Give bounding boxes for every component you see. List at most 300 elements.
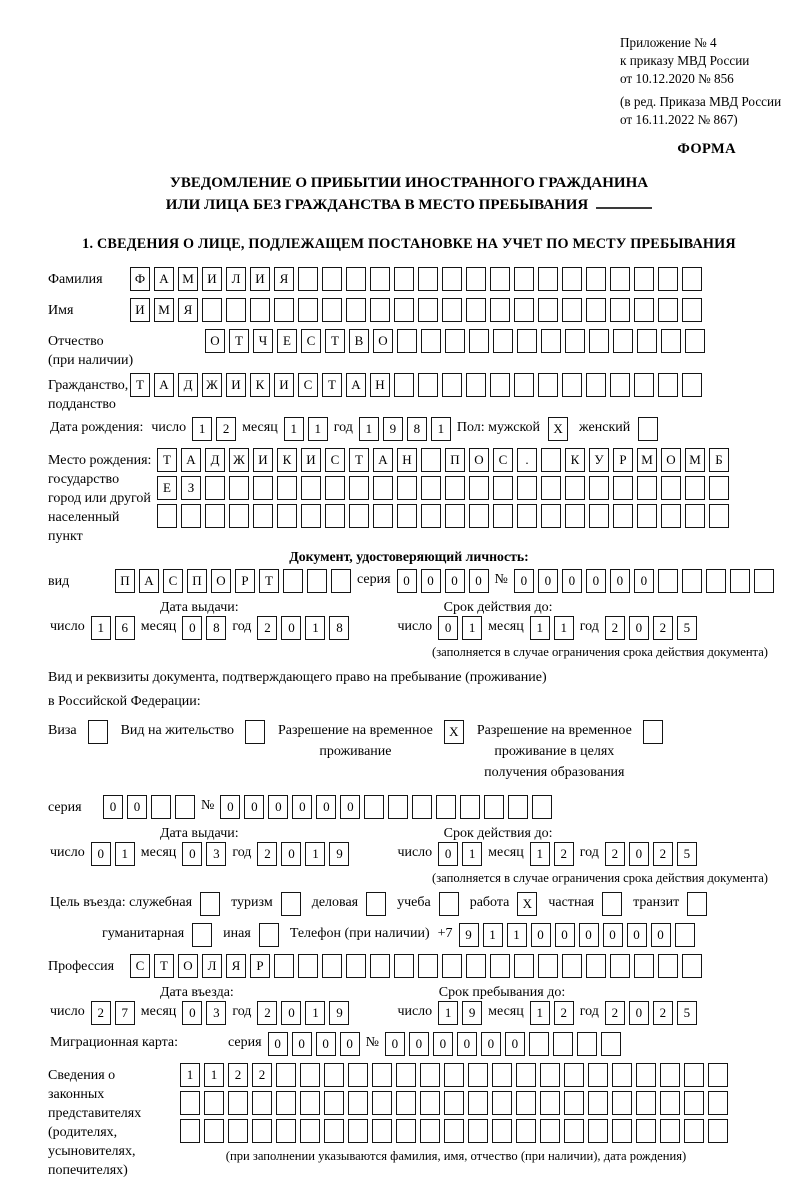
empty-cell[interactable] bbox=[325, 476, 345, 500]
empty-cell[interactable] bbox=[658, 267, 678, 291]
empty-cell[interactable] bbox=[586, 298, 606, 322]
empty-cell[interactable] bbox=[468, 1091, 488, 1115]
empty-cell[interactable] bbox=[370, 267, 390, 291]
filled-cell[interactable]: 0 bbox=[244, 795, 264, 819]
empty-cell[interactable] bbox=[372, 1091, 392, 1115]
filled-cell[interactable]: 0 bbox=[421, 569, 441, 593]
filled-cell[interactable]: 0 bbox=[281, 842, 301, 866]
filled-cell[interactable]: 1 bbox=[305, 842, 325, 866]
empty-cell[interactable] bbox=[684, 1063, 704, 1087]
empty-cell[interactable] bbox=[301, 476, 321, 500]
empty-cell[interactable] bbox=[540, 1063, 560, 1087]
empty-cell[interactable] bbox=[514, 267, 534, 291]
empty-cell[interactable] bbox=[613, 329, 633, 353]
empty-cell[interactable] bbox=[565, 476, 585, 500]
empty-cell[interactable] bbox=[229, 504, 249, 528]
empty-cell[interactable] bbox=[300, 1091, 320, 1115]
empty-cell[interactable] bbox=[250, 298, 270, 322]
filled-cell[interactable]: 0 bbox=[292, 1032, 312, 1056]
empty-cell[interactable] bbox=[538, 373, 558, 397]
temp-residence-checkbox[interactable]: X bbox=[444, 720, 464, 744]
empty-cell[interactable] bbox=[637, 476, 657, 500]
filled-cell[interactable]: 0 bbox=[281, 1001, 301, 1025]
empty-cell[interactable] bbox=[181, 504, 201, 528]
empty-cell[interactable] bbox=[322, 267, 342, 291]
empty-cell[interactable] bbox=[634, 298, 654, 322]
empty-cell[interactable] bbox=[277, 476, 297, 500]
empty-cell[interactable] bbox=[660, 1063, 680, 1087]
filled-cell[interactable]: 1 bbox=[438, 1001, 458, 1025]
empty-cell[interactable] bbox=[420, 1091, 440, 1115]
filled-cell[interactable]: 2 bbox=[605, 616, 625, 640]
filled-cell[interactable]: И bbox=[250, 267, 270, 291]
empty-cell[interactable] bbox=[253, 504, 273, 528]
filled-cell[interactable]: 1 bbox=[530, 842, 550, 866]
filled-cell[interactable]: З bbox=[181, 476, 201, 500]
purpose-tourism-checkbox[interactable] bbox=[281, 892, 301, 916]
empty-cell[interactable] bbox=[564, 1091, 584, 1115]
empty-cell[interactable] bbox=[396, 1119, 416, 1143]
empty-cell[interactable] bbox=[175, 795, 195, 819]
filled-cell[interactable]: 8 bbox=[329, 616, 349, 640]
empty-cell[interactable] bbox=[418, 954, 438, 978]
empty-cell[interactable] bbox=[708, 1063, 728, 1087]
filled-cell[interactable]: 0 bbox=[481, 1032, 501, 1056]
filled-cell[interactable]: 8 bbox=[206, 616, 226, 640]
filled-cell[interactable]: 0 bbox=[220, 795, 240, 819]
filled-cell[interactable]: 1 bbox=[530, 1001, 550, 1025]
filled-cell[interactable]: 0 bbox=[562, 569, 582, 593]
empty-cell[interactable] bbox=[516, 1063, 536, 1087]
filled-cell[interactable]: 2 bbox=[554, 1001, 574, 1025]
empty-cell[interactable] bbox=[324, 1091, 344, 1115]
empty-cell[interactable] bbox=[684, 1119, 704, 1143]
filled-cell[interactable]: 9 bbox=[462, 1001, 482, 1025]
empty-cell[interactable] bbox=[349, 504, 369, 528]
filled-cell[interactable]: 1 bbox=[305, 1001, 325, 1025]
filled-cell[interactable]: 9 bbox=[459, 923, 479, 947]
filled-cell[interactable]: Я bbox=[226, 954, 246, 978]
filled-cell[interactable]: С bbox=[325, 448, 345, 472]
empty-cell[interactable] bbox=[412, 795, 432, 819]
empty-cell[interactable] bbox=[586, 373, 606, 397]
empty-cell[interactable] bbox=[372, 1063, 392, 1087]
empty-cell[interactable] bbox=[588, 1091, 608, 1115]
empty-cell[interactable] bbox=[397, 504, 417, 528]
filled-cell[interactable]: 0 bbox=[409, 1032, 429, 1056]
filled-cell[interactable]: 0 bbox=[629, 1001, 649, 1025]
empty-cell[interactable] bbox=[418, 267, 438, 291]
filled-cell[interactable]: Н bbox=[397, 448, 417, 472]
empty-cell[interactable] bbox=[226, 298, 246, 322]
empty-cell[interactable] bbox=[324, 1119, 344, 1143]
empty-cell[interactable] bbox=[468, 1119, 488, 1143]
filled-cell[interactable]: 1 bbox=[308, 417, 328, 441]
filled-cell[interactable]: Р bbox=[250, 954, 270, 978]
empty-cell[interactable] bbox=[682, 298, 702, 322]
filled-cell[interactable]: 0 bbox=[469, 569, 489, 593]
filled-cell[interactable]: У bbox=[589, 448, 609, 472]
empty-cell[interactable] bbox=[298, 298, 318, 322]
empty-cell[interactable] bbox=[445, 476, 465, 500]
empty-cell[interactable] bbox=[346, 267, 366, 291]
empty-cell[interactable] bbox=[373, 504, 393, 528]
empty-cell[interactable] bbox=[394, 298, 414, 322]
empty-cell[interactable] bbox=[421, 476, 441, 500]
empty-cell[interactable] bbox=[276, 1063, 296, 1087]
empty-cell[interactable] bbox=[588, 1119, 608, 1143]
empty-cell[interactable] bbox=[613, 476, 633, 500]
empty-cell[interactable] bbox=[612, 1119, 632, 1143]
filled-cell[interactable]: 0 bbox=[182, 616, 202, 640]
empty-cell[interactable] bbox=[562, 267, 582, 291]
empty-cell[interactable] bbox=[553, 1032, 573, 1056]
filled-cell[interactable]: 3 bbox=[206, 842, 226, 866]
filled-cell[interactable]: 0 bbox=[127, 795, 147, 819]
filled-cell[interactable]: А bbox=[181, 448, 201, 472]
empty-cell[interactable] bbox=[660, 1091, 680, 1115]
empty-cell[interactable] bbox=[541, 476, 561, 500]
filled-cell[interactable]: Л bbox=[226, 267, 246, 291]
empty-cell[interactable] bbox=[708, 1091, 728, 1115]
purpose-humanitarian-checkbox[interactable] bbox=[192, 923, 212, 947]
empty-cell[interactable] bbox=[589, 329, 609, 353]
filled-cell[interactable]: 0 bbox=[505, 1032, 525, 1056]
empty-cell[interactable] bbox=[466, 373, 486, 397]
empty-cell[interactable] bbox=[252, 1119, 272, 1143]
filled-cell[interactable]: 0 bbox=[538, 569, 558, 593]
empty-cell[interactable] bbox=[661, 504, 681, 528]
filled-cell[interactable]: О bbox=[661, 448, 681, 472]
empty-cell[interactable] bbox=[637, 504, 657, 528]
empty-cell[interactable] bbox=[660, 1119, 680, 1143]
filled-cell[interactable]: 0 bbox=[433, 1032, 453, 1056]
filled-cell[interactable]: 0 bbox=[438, 616, 458, 640]
empty-cell[interactable] bbox=[684, 1091, 704, 1115]
empty-cell[interactable] bbox=[538, 298, 558, 322]
empty-cell[interactable] bbox=[204, 1091, 224, 1115]
empty-cell[interactable] bbox=[397, 476, 417, 500]
filled-cell[interactable]: Ж bbox=[229, 448, 249, 472]
empty-cell[interactable] bbox=[514, 373, 534, 397]
empty-cell[interactable] bbox=[610, 373, 630, 397]
filled-cell[interactable]: П bbox=[187, 569, 207, 593]
filled-cell[interactable]: 0 bbox=[629, 842, 649, 866]
empty-cell[interactable] bbox=[517, 329, 537, 353]
empty-cell[interactable] bbox=[562, 298, 582, 322]
empty-cell[interactable] bbox=[682, 373, 702, 397]
filled-cell[interactable]: Т bbox=[325, 329, 345, 353]
empty-cell[interactable] bbox=[298, 267, 318, 291]
filled-cell[interactable]: И bbox=[253, 448, 273, 472]
empty-cell[interactable] bbox=[484, 795, 504, 819]
empty-cell[interactable] bbox=[466, 298, 486, 322]
filled-cell[interactable]: Д bbox=[205, 448, 225, 472]
filled-cell[interactable]: 0 bbox=[292, 795, 312, 819]
empty-cell[interactable] bbox=[394, 373, 414, 397]
filled-cell[interactable]: 0 bbox=[340, 1032, 360, 1056]
filled-cell[interactable]: И bbox=[226, 373, 246, 397]
filled-cell[interactable]: 7 bbox=[115, 1001, 135, 1025]
filled-cell[interactable]: Р bbox=[613, 448, 633, 472]
filled-cell[interactable]: Я bbox=[274, 267, 294, 291]
empty-cell[interactable] bbox=[517, 476, 537, 500]
filled-cell[interactable]: 1 bbox=[284, 417, 304, 441]
filled-cell[interactable]: 1 bbox=[462, 616, 482, 640]
filled-cell[interactable]: 2 bbox=[653, 1001, 673, 1025]
filled-cell[interactable]: С bbox=[163, 569, 183, 593]
filled-cell[interactable]: 6 bbox=[115, 616, 135, 640]
filled-cell[interactable]: 0 bbox=[610, 569, 630, 593]
empty-cell[interactable] bbox=[277, 504, 297, 528]
empty-cell[interactable] bbox=[444, 1119, 464, 1143]
empty-cell[interactable] bbox=[469, 329, 489, 353]
empty-cell[interactable] bbox=[601, 1032, 621, 1056]
empty-cell[interactable] bbox=[577, 1032, 597, 1056]
filled-cell[interactable]: 1 bbox=[359, 417, 379, 441]
filled-cell[interactable]: Т bbox=[130, 373, 150, 397]
filled-cell[interactable]: Ж bbox=[202, 373, 222, 397]
empty-cell[interactable] bbox=[709, 504, 729, 528]
filled-cell[interactable]: Т bbox=[349, 448, 369, 472]
filled-cell[interactable]: И bbox=[301, 448, 321, 472]
empty-cell[interactable] bbox=[466, 267, 486, 291]
filled-cell[interactable]: О bbox=[373, 329, 393, 353]
filled-cell[interactable]: 0 bbox=[182, 842, 202, 866]
empty-cell[interactable] bbox=[612, 1091, 632, 1115]
filled-cell[interactable]: Т bbox=[229, 329, 249, 353]
filled-cell[interactable]: 8 bbox=[407, 417, 427, 441]
filled-cell[interactable]: П bbox=[115, 569, 135, 593]
purpose-work-checkbox[interactable]: X bbox=[517, 892, 537, 916]
empty-cell[interactable] bbox=[370, 954, 390, 978]
empty-cell[interactable] bbox=[349, 476, 369, 500]
empty-cell[interactable] bbox=[394, 267, 414, 291]
filled-cell[interactable]: М bbox=[685, 448, 705, 472]
filled-cell[interactable]: 3 bbox=[206, 1001, 226, 1025]
empty-cell[interactable] bbox=[562, 373, 582, 397]
empty-cell[interactable] bbox=[442, 298, 462, 322]
filled-cell[interactable]: 0 bbox=[651, 923, 671, 947]
filled-cell[interactable]: С bbox=[493, 448, 513, 472]
empty-cell[interactable] bbox=[300, 1119, 320, 1143]
filled-cell[interactable]: 2 bbox=[216, 417, 236, 441]
filled-cell[interactable]: 9 bbox=[329, 1001, 349, 1025]
empty-cell[interactable] bbox=[445, 504, 465, 528]
filled-cell[interactable]: О bbox=[211, 569, 231, 593]
empty-cell[interactable] bbox=[492, 1091, 512, 1115]
empty-cell[interactable] bbox=[396, 1063, 416, 1087]
filled-cell[interactable]: 5 bbox=[677, 616, 697, 640]
empty-cell[interactable] bbox=[468, 1063, 488, 1087]
filled-cell[interactable]: 0 bbox=[316, 795, 336, 819]
empty-cell[interactable] bbox=[418, 298, 438, 322]
empty-cell[interactable] bbox=[675, 923, 695, 947]
filled-cell[interactable]: Я bbox=[178, 298, 198, 322]
purpose-business-checkbox[interactable] bbox=[366, 892, 386, 916]
empty-cell[interactable] bbox=[307, 569, 327, 593]
empty-cell[interactable] bbox=[469, 504, 489, 528]
empty-cell[interactable] bbox=[388, 795, 408, 819]
empty-cell[interactable] bbox=[540, 1119, 560, 1143]
filled-cell[interactable]: 0 bbox=[182, 1001, 202, 1025]
filled-cell[interactable]: 0 bbox=[629, 616, 649, 640]
empty-cell[interactable] bbox=[421, 504, 441, 528]
empty-cell[interactable] bbox=[442, 373, 462, 397]
empty-cell[interactable] bbox=[420, 1063, 440, 1087]
empty-cell[interactable] bbox=[514, 298, 534, 322]
empty-cell[interactable] bbox=[492, 1063, 512, 1087]
filled-cell[interactable]: М bbox=[637, 448, 657, 472]
empty-cell[interactable] bbox=[397, 329, 417, 353]
empty-cell[interactable] bbox=[540, 1091, 560, 1115]
filled-cell[interactable]: 0 bbox=[514, 569, 534, 593]
empty-cell[interactable] bbox=[466, 954, 486, 978]
empty-cell[interactable] bbox=[469, 476, 489, 500]
empty-cell[interactable] bbox=[586, 267, 606, 291]
empty-cell[interactable] bbox=[421, 448, 441, 472]
filled-cell[interactable]: 2 bbox=[605, 1001, 625, 1025]
empty-cell[interactable] bbox=[322, 298, 342, 322]
filled-cell[interactable]: 5 bbox=[677, 842, 697, 866]
empty-cell[interactable] bbox=[445, 329, 465, 353]
empty-cell[interactable] bbox=[562, 954, 582, 978]
empty-cell[interactable] bbox=[490, 267, 510, 291]
empty-cell[interactable] bbox=[517, 504, 537, 528]
empty-cell[interactable] bbox=[636, 1119, 656, 1143]
filled-cell[interactable]: А bbox=[154, 373, 174, 397]
filled-cell[interactable]: Е bbox=[157, 476, 177, 500]
empty-cell[interactable] bbox=[373, 476, 393, 500]
filled-cell[interactable]: Ф bbox=[130, 267, 150, 291]
empty-cell[interactable] bbox=[514, 954, 534, 978]
filled-cell[interactable]: 2 bbox=[653, 616, 673, 640]
empty-cell[interactable] bbox=[418, 373, 438, 397]
filled-cell[interactable]: А bbox=[373, 448, 393, 472]
empty-cell[interactable] bbox=[493, 476, 513, 500]
empty-cell[interactable] bbox=[612, 1063, 632, 1087]
empty-cell[interactable] bbox=[685, 476, 705, 500]
filled-cell[interactable]: 5 bbox=[677, 1001, 697, 1025]
filled-cell[interactable]: 0 bbox=[445, 569, 465, 593]
filled-cell[interactable]: М bbox=[154, 298, 174, 322]
filled-cell[interactable]: 2 bbox=[605, 842, 625, 866]
empty-cell[interactable] bbox=[325, 504, 345, 528]
empty-cell[interactable] bbox=[508, 795, 528, 819]
empty-cell[interactable] bbox=[228, 1091, 248, 1115]
empty-cell[interactable] bbox=[421, 329, 441, 353]
empty-cell[interactable] bbox=[682, 569, 702, 593]
filled-cell[interactable]: 0 bbox=[268, 795, 288, 819]
empty-cell[interactable] bbox=[706, 569, 726, 593]
filled-cell[interactable]: 1 bbox=[192, 417, 212, 441]
empty-cell[interactable] bbox=[331, 569, 351, 593]
filled-cell[interactable]: Л bbox=[202, 954, 222, 978]
empty-cell[interactable] bbox=[444, 1063, 464, 1087]
empty-cell[interactable] bbox=[396, 1091, 416, 1115]
filled-cell[interactable]: Н bbox=[370, 373, 390, 397]
filled-cell[interactable]: 0 bbox=[438, 842, 458, 866]
empty-cell[interactable] bbox=[538, 954, 558, 978]
purpose-other-checkbox[interactable] bbox=[259, 923, 279, 947]
empty-cell[interactable] bbox=[516, 1091, 536, 1115]
empty-cell[interactable] bbox=[636, 1091, 656, 1115]
empty-cell[interactable] bbox=[589, 504, 609, 528]
empty-cell[interactable] bbox=[301, 504, 321, 528]
empty-cell[interactable] bbox=[205, 476, 225, 500]
filled-cell[interactable]: К bbox=[565, 448, 585, 472]
empty-cell[interactable] bbox=[754, 569, 774, 593]
filled-cell[interactable]: 1 bbox=[530, 616, 550, 640]
empty-cell[interactable] bbox=[658, 954, 678, 978]
filled-cell[interactable]: 1 bbox=[554, 616, 574, 640]
filled-cell[interactable]: 0 bbox=[634, 569, 654, 593]
filled-cell[interactable]: И bbox=[274, 373, 294, 397]
filled-cell[interactable]: 0 bbox=[531, 923, 551, 947]
empty-cell[interactable] bbox=[541, 448, 561, 472]
empty-cell[interactable] bbox=[151, 795, 171, 819]
filled-cell[interactable]: И bbox=[202, 267, 222, 291]
filled-cell[interactable]: 2 bbox=[554, 842, 574, 866]
empty-cell[interactable] bbox=[274, 954, 294, 978]
empty-cell[interactable] bbox=[564, 1063, 584, 1087]
empty-cell[interactable] bbox=[661, 476, 681, 500]
empty-cell[interactable] bbox=[420, 1119, 440, 1143]
empty-cell[interactable] bbox=[516, 1119, 536, 1143]
empty-cell[interactable] bbox=[586, 954, 606, 978]
empty-cell[interactable] bbox=[709, 476, 729, 500]
empty-cell[interactable] bbox=[490, 373, 510, 397]
filled-cell[interactable]: 0 bbox=[316, 1032, 336, 1056]
empty-cell[interactable] bbox=[228, 1119, 248, 1143]
empty-cell[interactable] bbox=[157, 504, 177, 528]
filled-cell[interactable]: Р bbox=[235, 569, 255, 593]
empty-cell[interactable] bbox=[364, 795, 384, 819]
filled-cell[interactable]: А bbox=[346, 373, 366, 397]
filled-cell[interactable]: А bbox=[139, 569, 159, 593]
filled-cell[interactable]: 1 bbox=[115, 842, 135, 866]
empty-cell[interactable] bbox=[589, 476, 609, 500]
filled-cell[interactable]: 2 bbox=[257, 616, 277, 640]
empty-cell[interactable] bbox=[460, 795, 480, 819]
filled-cell[interactable]: Д bbox=[178, 373, 198, 397]
empty-cell[interactable] bbox=[180, 1119, 200, 1143]
filled-cell[interactable]: И bbox=[130, 298, 150, 322]
filled-cell[interactable]: 0 bbox=[555, 923, 575, 947]
empty-cell[interactable] bbox=[348, 1091, 368, 1115]
empty-cell[interactable] bbox=[274, 298, 294, 322]
empty-cell[interactable] bbox=[538, 267, 558, 291]
empty-cell[interactable] bbox=[532, 795, 552, 819]
filled-cell[interactable]: Ч bbox=[253, 329, 273, 353]
empty-cell[interactable] bbox=[252, 1091, 272, 1115]
empty-cell[interactable] bbox=[298, 954, 318, 978]
empty-cell[interactable] bbox=[442, 954, 462, 978]
filled-cell[interactable]: С bbox=[130, 954, 150, 978]
filled-cell[interactable]: П bbox=[445, 448, 465, 472]
empty-cell[interactable] bbox=[346, 298, 366, 322]
female-checkbox[interactable] bbox=[638, 417, 658, 441]
empty-cell[interactable] bbox=[610, 267, 630, 291]
empty-cell[interactable] bbox=[346, 954, 366, 978]
filled-cell[interactable]: 0 bbox=[91, 842, 111, 866]
empty-cell[interactable] bbox=[253, 476, 273, 500]
empty-cell[interactable] bbox=[180, 1091, 200, 1115]
empty-cell[interactable] bbox=[564, 1119, 584, 1143]
empty-cell[interactable] bbox=[442, 267, 462, 291]
empty-cell[interactable] bbox=[610, 954, 630, 978]
empty-cell[interactable] bbox=[370, 298, 390, 322]
